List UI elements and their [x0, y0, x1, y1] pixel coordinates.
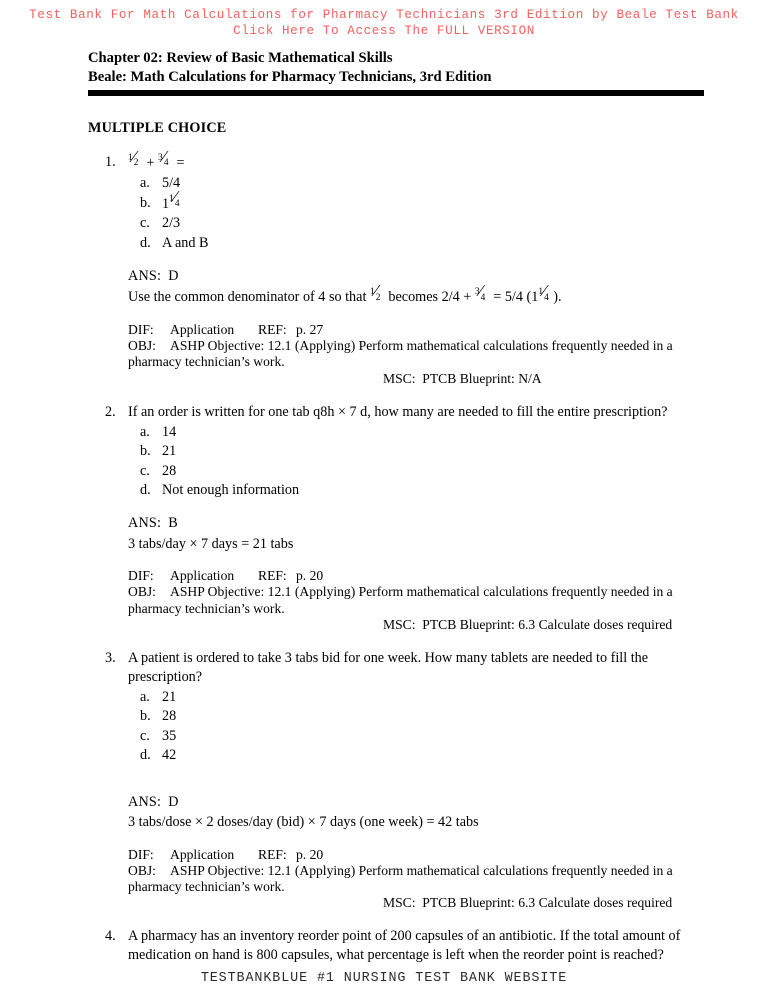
- option-item[interactable]: [140, 234, 716, 253]
- question-metadata: [128, 568, 716, 633]
- msc-group: [383, 371, 542, 387]
- option-item[interactable]: [140, 214, 716, 233]
- ref-value: p. 20: [296, 568, 324, 584]
- option-text: Not enough information: [162, 482, 300, 499]
- fraction-three-quarters: 3 ⁄ 4: [474, 281, 486, 303]
- option-text: [162, 187, 716, 215]
- page-footer: TESTBANKBLUE #1 NURSING TEST BANK WEBSITE: [200, 971, 568, 986]
- metadata-msc-row: [128, 617, 716, 633]
- option-letter: c.: [140, 462, 150, 479]
- metadata-obj-row: [128, 584, 716, 616]
- msc-value: PTCB Blueprint: 6.3 Calculate doses required: [422, 895, 673, 911]
- option-item[interactable]: [140, 174, 716, 193]
- question-block: [0, 649, 768, 911]
- option-letter: d.: [140, 482, 151, 499]
- dif-label: DIF:: [128, 322, 154, 337]
- fraction-one-half: 1 ⁄ 2: [369, 281, 381, 303]
- fraction-slash: ⁄: [162, 146, 166, 166]
- fraction-one-quarter: 1 ⁄ 4: [538, 281, 549, 303]
- ref-value: p. 27: [296, 322, 324, 337]
- metadata-dif-row: [128, 568, 716, 584]
- section-heading: MULTIPLE CHOICE: [88, 120, 227, 136]
- msc-group: [383, 617, 672, 633]
- option-item[interactable]: [140, 481, 716, 500]
- answer-explanation: 3 tabs/day × 7 days = 21 tabs: [128, 535, 294, 552]
- question-block: [0, 403, 768, 633]
- question-text: [128, 146, 716, 173]
- dif-value: Application: [170, 568, 235, 584]
- option-text: 5/4: [162, 175, 181, 192]
- obj-label: OBJ:: [128, 338, 156, 354]
- option-letter: b.: [140, 443, 151, 460]
- option-item[interactable]: [140, 707, 716, 726]
- question-text: If an order is written for one tab q8h × 7 d, how many are needed to fill the entire prescription?: [128, 403, 668, 420]
- equals-operator: =: [176, 155, 185, 172]
- ref-label: REF:: [258, 846, 287, 862]
- option-text: 14: [162, 423, 177, 440]
- answer-value: B: [168, 515, 178, 532]
- explanation-part: ).: [553, 289, 562, 306]
- msc-group: [383, 895, 672, 911]
- promo-link-line[interactable]: Click Here To Access The FULL VERSION: [233, 24, 535, 38]
- explanation-part: = 5/4 (1: [493, 289, 539, 306]
- fraction-slash: ⁄: [173, 187, 177, 207]
- option-item[interactable]: [140, 746, 716, 765]
- option-text: 2/3: [162, 215, 181, 232]
- option-text: 21: [162, 443, 177, 460]
- obj-label: OBJ:: [128, 862, 156, 878]
- option-item[interactable]: [140, 727, 716, 746]
- answer-label: ANS:: [128, 268, 162, 284]
- question-metadata: [128, 322, 716, 387]
- msc-value: PTCB Blueprint: 6.3 Calculate doses required: [422, 616, 673, 632]
- msc-label: MSC:: [383, 895, 416, 911]
- fraction-slash: ⁄: [479, 281, 483, 301]
- metadata-dif-row: [128, 322, 716, 338]
- option-item[interactable]: [140, 423, 716, 442]
- option-letter: d.: [140, 234, 151, 251]
- promo-header: [0, 0, 768, 39]
- option-letter: c.: [140, 215, 150, 232]
- dif-label: DIF:: [128, 568, 154, 584]
- option-list: [140, 423, 716, 501]
- option-list: [140, 174, 716, 253]
- option-list: [140, 688, 716, 766]
- ref-value: p. 20: [296, 846, 324, 862]
- metadata-obj-row: [128, 338, 716, 370]
- option-text: 28: [162, 462, 177, 479]
- answer-line: [128, 514, 716, 533]
- fraction-three-quarters: 3 ⁄ 4: [158, 146, 169, 169]
- answer-explanation: [128, 281, 716, 308]
- plus-operator: +: [146, 155, 155, 172]
- option-letter: a.: [140, 175, 150, 192]
- question-number: 2.: [105, 403, 116, 420]
- metadata-msc-row: [128, 895, 716, 911]
- obj-value: ASHP Objective: 12.1 (Applying) Perform mathematical calculations frequently needed in a pharmacy technician’s work.: [128, 584, 673, 616]
- answer-block: [128, 267, 716, 308]
- option-letter: b.: [140, 194, 151, 211]
- obj-value: ASHP Objective: 12.1 (Applying) Perform mathematical calculations frequently needed in a pharmacy technician’s work.: [128, 338, 673, 370]
- metadata-dif-row: [128, 847, 716, 863]
- title-divider: [88, 90, 704, 96]
- option-item[interactable]: [140, 187, 716, 215]
- fraction-slash: ⁄: [132, 146, 136, 166]
- obj-label: OBJ:: [128, 584, 156, 600]
- option-text: 21: [162, 689, 177, 706]
- obj-value: ASHP Objective: 12.1 (Applying) Perform mathematical calculations frequently needed in a pharmacy technician’s work.: [128, 862, 673, 894]
- fraction-one-quarter: 1 ⁄ 4: [169, 187, 180, 209]
- option-letter: c.: [140, 727, 150, 744]
- question-block: [0, 146, 768, 387]
- answer-explanation: 3 tabs/dose × 2 doses/day (bid) × 7 days (one week) = 42 tabs: [128, 814, 479, 831]
- option-letter: d.: [140, 747, 151, 764]
- answer-line: [128, 267, 716, 286]
- dif-value: Application: [170, 846, 235, 862]
- answer-line: [128, 793, 716, 812]
- question-number: 1.: [105, 154, 116, 170]
- explanation-part: becomes 2/4 +: [388, 289, 472, 306]
- question-text: A patient is ordered to take 3 tabs bid for one week. How many tablets are needed to fill the prescription?: [128, 650, 649, 686]
- msc-label: MSC:: [383, 616, 416, 632]
- explanation-part: Use the common denominator of 4 so that: [128, 289, 367, 306]
- metadata-msc-row: [128, 371, 716, 387]
- option-item[interactable]: [140, 688, 716, 707]
- option-letter: a.: [140, 423, 150, 440]
- option-item[interactable]: [140, 442, 716, 461]
- answer-value: D: [168, 268, 179, 284]
- option-text: A and B: [162, 234, 209, 251]
- metadata-obj-row: [128, 863, 716, 895]
- promo-line-1: Test Bank For Math Calculations for Pharmacy Technicians 3rd Edition by Beale Test Bank: [29, 8, 739, 22]
- answer-value: D: [168, 793, 179, 810]
- question-number: 3.: [105, 650, 116, 667]
- ref-label: REF:: [258, 568, 287, 584]
- option-text: 42: [162, 747, 177, 764]
- question-number: 4.: [105, 928, 116, 945]
- fraction-one-half: 1 ⁄ 2: [128, 146, 139, 169]
- chapter-title: Chapter 02: Review of Basic Mathematical Skills: [88, 50, 393, 66]
- option-letter: a.: [140, 689, 150, 706]
- ref-label: REF:: [258, 322, 287, 337]
- option-item[interactable]: [140, 462, 716, 481]
- option-letter: b.: [140, 708, 151, 725]
- whole-number: 1: [162, 195, 170, 212]
- answer-block: [128, 514, 716, 554]
- answer-label: ANS:: [128, 793, 162, 810]
- dif-label: DIF:: [128, 846, 154, 862]
- document-title-block: [0, 49, 768, 96]
- question-text: A pharmacy has an inventory reorder point of 200 capsules of an antibiotic. If the total amount of medication on hand is 800 capsules, what percentage is left when the reorder point is reached?: [128, 928, 681, 964]
- option-text: 28: [162, 708, 177, 725]
- answer-block: [128, 793, 716, 833]
- answer-label: ANS:: [128, 515, 162, 532]
- question-metadata: [128, 847, 716, 912]
- msc-label: MSC:: [383, 370, 416, 386]
- fraction-slash: ⁄: [542, 281, 546, 301]
- fraction-slash: ⁄: [374, 281, 378, 301]
- msc-value: PTCB Blueprint: N/A: [422, 370, 542, 386]
- question-block: [0, 927, 768, 965]
- dif-value: Application: [170, 322, 235, 337]
- book-title: Beale: Math Calculations for Pharmacy Technicians, 3rd Edition: [88, 69, 492, 85]
- option-text: 35: [162, 727, 177, 744]
